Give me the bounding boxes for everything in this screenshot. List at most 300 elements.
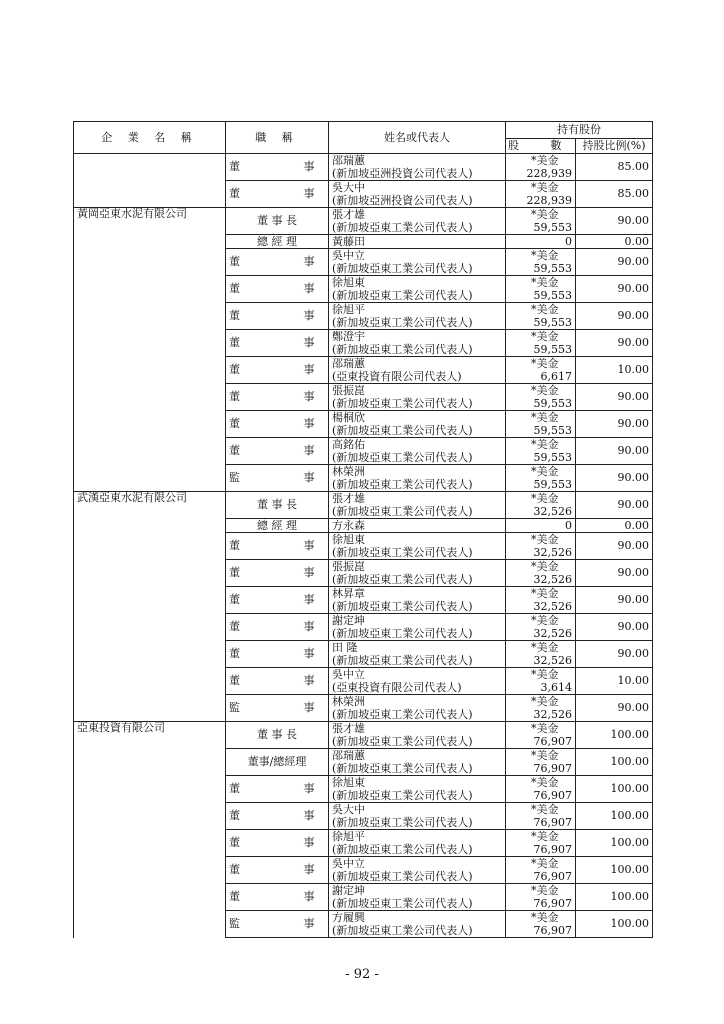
person-name: 吳中立	[332, 249, 365, 262]
person-name: 高銘佑	[332, 438, 365, 451]
ratio-cell: 90.00	[576, 276, 653, 303]
shares-value: 59,553	[533, 424, 572, 437]
representative-of: (新加坡亞東工業公司代表人)	[332, 573, 473, 586]
representative-cell	[329, 884, 506, 911]
company-cell	[74, 276, 226, 303]
title-text: 董事/總經理	[247, 755, 307, 768]
person-name: 楊桐欣	[332, 411, 365, 424]
table-row	[74, 276, 653, 303]
ratio-cell: 100.00	[576, 776, 653, 803]
company-cell	[74, 181, 226, 208]
title-cell	[226, 587, 345, 614]
title-cell	[226, 181, 345, 208]
company-cell	[74, 235, 226, 249]
shares-cell	[506, 357, 576, 384]
title-text: 監 事	[229, 701, 345, 714]
person-name: 吳中立	[332, 857, 365, 870]
table-row	[74, 560, 653, 587]
shares-value: 59,553	[533, 221, 572, 234]
representative-cell	[329, 830, 506, 857]
shares-cell	[506, 533, 576, 560]
shares-cell	[506, 181, 576, 208]
table-row	[74, 181, 653, 208]
table-row	[74, 830, 653, 857]
company-cell	[74, 641, 226, 668]
person-name: 謝定坤	[332, 614, 365, 627]
title-cell	[226, 857, 345, 884]
title-text: 董 事	[229, 782, 345, 795]
shares-value: 32,526	[533, 505, 572, 518]
table-row	[74, 884, 653, 911]
shares-value: 76,907	[533, 897, 572, 910]
company-cell	[74, 154, 226, 181]
currency-label: *美金	[531, 587, 559, 600]
title-text: 董 事	[229, 863, 345, 876]
currency-label: *美金	[531, 560, 559, 573]
shares-cell	[506, 776, 576, 803]
currency-label: *美金	[531, 668, 559, 681]
table-row	[74, 614, 653, 641]
currency-label: *美金	[531, 884, 559, 897]
shares-cell	[506, 438, 576, 465]
shares-cell	[506, 519, 576, 533]
shares-cell	[506, 749, 576, 776]
representative-cell	[329, 276, 506, 303]
title-cell	[226, 357, 345, 384]
company-cell: 黃岡亞東水泥有限公司	[74, 208, 226, 235]
title-cell	[226, 154, 345, 181]
person-name: 吳大中	[332, 803, 365, 816]
person-name: 邵瑞蕙	[332, 749, 365, 762]
company-cell	[74, 533, 226, 560]
representative-of: (新加坡亞洲投資公司代表人)	[332, 167, 473, 180]
representative-of: (新加坡亞洲投資公司代表人)	[332, 194, 473, 207]
table-row	[74, 911, 653, 938]
table-row	[74, 749, 653, 776]
title-text: 董 事	[229, 336, 345, 349]
title-text: 監 事	[229, 471, 345, 484]
representative-cell	[329, 776, 506, 803]
representative-of: (新加坡亞東工業公司代表人)	[332, 762, 473, 775]
currency-label: *美金	[531, 276, 559, 289]
representative-of: (新加坡亞東工業公司代表人)	[332, 600, 473, 613]
shares-value: 76,907	[533, 789, 572, 802]
ratio-cell: 90.00	[576, 208, 653, 235]
shares-cell	[506, 803, 576, 830]
title-text: 董 事	[229, 390, 345, 403]
shares-cell	[506, 830, 576, 857]
company-cell	[74, 303, 226, 330]
company-cell	[74, 884, 226, 911]
title-text: 董 事	[229, 160, 345, 173]
person-name: 張振崑	[332, 560, 365, 573]
representative-cell	[329, 695, 506, 722]
person-name: 徐旭平	[332, 830, 365, 843]
person-name: 張才雄	[332, 722, 365, 735]
table-row	[74, 154, 653, 181]
table-row	[74, 465, 653, 492]
shares-cell	[506, 303, 576, 330]
shares-value: 32,526	[533, 573, 572, 586]
currency-label: *美金	[531, 208, 559, 221]
representative-cell	[329, 857, 506, 884]
shares-value: 32,526	[533, 627, 572, 640]
person-name: 林榮洲	[332, 465, 365, 478]
representative-cell	[329, 519, 506, 533]
title-text: 董 事	[229, 620, 345, 633]
currency-label: *美金	[531, 249, 559, 262]
representative-of: (新加坡亞東工業公司代表人)	[332, 924, 473, 937]
title-cell	[226, 614, 345, 641]
shares-cell	[506, 641, 576, 668]
ratio-cell: 90.00	[576, 411, 653, 438]
title-text: 董 事	[229, 282, 345, 295]
currency-label: *美金	[531, 438, 559, 451]
ratio-cell: 90.00	[576, 384, 653, 411]
table-row	[74, 533, 653, 560]
shares-cell	[506, 154, 576, 181]
ratio-cell: 85.00	[576, 181, 653, 208]
ratio-cell: 0.00	[576, 519, 653, 533]
title-cell	[226, 911, 345, 938]
shares-value: 59,553	[533, 316, 572, 329]
table-row	[74, 235, 653, 249]
ratio-cell: 100.00	[576, 857, 653, 884]
table-row	[74, 357, 653, 384]
shares-value: 76,907	[533, 870, 572, 883]
shares-value: 32,526	[533, 708, 572, 721]
ratio-cell: 100.00	[576, 830, 653, 857]
title-text: 董 事	[229, 255, 345, 268]
shares-value: 59,553	[533, 397, 572, 410]
ratio-cell: 85.00	[576, 154, 653, 181]
person-name: 鄭澄宇	[332, 330, 365, 343]
title-cell	[226, 303, 345, 330]
table-row	[74, 857, 653, 884]
currency-label: *美金	[531, 330, 559, 343]
title-text: 總 經 理	[257, 234, 297, 248]
representative-of: (新加坡亞東工業公司代表人)	[332, 343, 473, 356]
representative-of: (新加坡亞東工業公司代表人)	[332, 789, 473, 802]
company-cell	[74, 384, 226, 411]
company-cell	[74, 614, 226, 641]
person-name: 黃藤田	[332, 235, 365, 248]
currency-label: *美金	[531, 803, 559, 816]
company-cell	[74, 438, 226, 465]
title-text: 董 事	[229, 363, 345, 376]
table-row	[74, 438, 653, 465]
shares-value: 59,553	[533, 451, 572, 464]
shares-value: 59,553	[533, 343, 572, 356]
company-cell	[74, 695, 226, 722]
title-cell	[226, 560, 345, 587]
currency-label: *美金	[531, 181, 559, 194]
title-cell	[226, 695, 345, 722]
company-cell	[74, 911, 226, 938]
currency-label: *美金	[531, 614, 559, 627]
person-name: 徐旭東	[332, 276, 365, 289]
person-name: 張振崑	[332, 384, 365, 397]
shares-cell	[506, 249, 576, 276]
shares-value: 59,553	[533, 478, 572, 491]
representative-of: (新加坡亞東工業公司代表人)	[332, 424, 473, 437]
shares-value: 32,526	[533, 600, 572, 613]
ratio-cell: 100.00	[576, 884, 653, 911]
table-row	[74, 384, 653, 411]
representative-cell	[329, 587, 506, 614]
shares-value: 76,907	[533, 924, 572, 937]
ratio-cell: 90.00	[576, 330, 653, 357]
title-cell	[226, 411, 345, 438]
ratio-cell: 90.00	[576, 303, 653, 330]
shares-cell	[506, 560, 576, 587]
person-name: 林昇章	[332, 587, 365, 600]
title-cell	[226, 208, 329, 235]
currency-label: *美金	[531, 384, 559, 397]
ratio-cell: 90.00	[576, 533, 653, 560]
person-name: 徐旭平	[332, 303, 365, 316]
shares-cell	[506, 722, 576, 749]
person-name: 邵瑞蕙	[332, 357, 365, 370]
title-cell	[226, 384, 345, 411]
title-text: 董 事	[229, 444, 345, 457]
shares-value: 59,553	[533, 262, 572, 275]
shares-value: 76,907	[533, 735, 572, 748]
representative-cell	[329, 803, 506, 830]
representative-cell	[329, 465, 506, 492]
company-cell	[74, 803, 226, 830]
title-text: 總 經 理	[257, 518, 297, 532]
company-cell	[74, 519, 226, 533]
currency-label: *美金	[531, 722, 559, 735]
company-cell	[74, 668, 226, 695]
person-name: 徐旭東	[332, 776, 365, 789]
ratio-cell: 0.00	[576, 235, 653, 249]
representative-cell	[329, 357, 506, 384]
table-row	[74, 492, 653, 519]
company-cell: 亞東投資有限公司	[74, 722, 226, 749]
table-row	[74, 303, 653, 330]
representative-cell	[329, 249, 506, 276]
person-name: 林榮洲	[332, 695, 365, 708]
shares-value: 59,553	[533, 289, 572, 302]
title-text: 董 事	[229, 539, 345, 552]
shares-cell	[506, 884, 576, 911]
shares-cell	[506, 208, 576, 235]
representative-of: (亞東投資有限公司代表人)	[332, 370, 462, 383]
ratio-cell: 90.00	[576, 641, 653, 668]
header-shares: 股 數	[506, 139, 576, 154]
title-cell	[226, 803, 345, 830]
title-cell	[226, 330, 345, 357]
title-cell	[226, 749, 329, 776]
table-row	[74, 776, 653, 803]
title-cell	[226, 249, 345, 276]
shares-cell	[506, 276, 576, 303]
title-cell	[226, 235, 329, 249]
title-text: 董 事	[229, 417, 345, 430]
shareholding-table	[73, 121, 653, 938]
shares-value: 0	[565, 235, 572, 248]
person-name: 謝定坤	[332, 884, 365, 897]
person-name: 邵瑞蕙	[332, 154, 365, 167]
shares-value: 228,939	[526, 194, 572, 207]
title-cell	[226, 830, 345, 857]
shares-value: 6,617	[540, 370, 572, 383]
representative-cell	[329, 235, 506, 249]
representative-of: (新加坡亞東工業公司代表人)	[332, 221, 473, 234]
shares-cell	[506, 384, 576, 411]
representative-cell	[329, 411, 506, 438]
table-row	[74, 641, 653, 668]
table-row	[74, 411, 653, 438]
shares-cell	[506, 411, 576, 438]
ratio-cell: 90.00	[576, 438, 653, 465]
table-row	[74, 249, 653, 276]
title-cell	[226, 776, 345, 803]
representative-cell	[329, 722, 506, 749]
shares-cell	[506, 465, 576, 492]
representative-cell	[329, 560, 506, 587]
person-name: 方履興	[332, 911, 365, 924]
shares-cell	[506, 330, 576, 357]
representative-cell	[329, 154, 506, 181]
shares-value: 0	[565, 519, 572, 532]
title-cell	[226, 519, 329, 533]
representative-cell	[329, 438, 506, 465]
person-name: 吳大中	[332, 181, 365, 194]
ratio-cell: 100.00	[576, 749, 653, 776]
title-text: 董 事	[229, 187, 345, 200]
person-name: 吳中立	[332, 668, 365, 681]
person-name: 方永森	[332, 519, 365, 532]
shares-value: 3,614	[540, 681, 572, 694]
representative-cell	[329, 749, 506, 776]
representative-of: (新加坡亞東工業公司代表人)	[332, 897, 473, 910]
title-cell	[226, 668, 345, 695]
title-cell	[226, 722, 329, 749]
currency-label: *美金	[531, 357, 559, 370]
currency-label: *美金	[531, 154, 559, 167]
person-name: 徐旭東	[332, 533, 365, 546]
currency-label: *美金	[531, 492, 559, 505]
representative-of: (亞東投資有限公司代表人)	[332, 681, 462, 694]
representative-cell	[329, 208, 506, 235]
company-cell	[74, 249, 226, 276]
ratio-cell: 100.00	[576, 722, 653, 749]
header-company: 企 業 名 稱	[74, 122, 226, 154]
title-cell	[226, 276, 345, 303]
representative-of: (新加坡亞東工業公司代表人)	[332, 735, 473, 748]
representative-of: (新加坡亞東工業公司代表人)	[332, 451, 473, 464]
representative-of: (新加坡亞東工業公司代表人)	[332, 397, 473, 410]
company-cell	[74, 830, 226, 857]
ratio-cell: 90.00	[576, 587, 653, 614]
representative-of: (新加坡亞東工業公司代表人)	[332, 478, 473, 491]
currency-label: *美金	[531, 830, 559, 843]
representative-of: (新加坡亞東工業公司代表人)	[332, 708, 473, 721]
company-cell	[74, 857, 226, 884]
ratio-cell: 90.00	[576, 492, 653, 519]
representative-of: (新加坡亞東工業公司代表人)	[332, 316, 473, 329]
representative-cell	[329, 303, 506, 330]
header-ratio: 持股比例(%)	[576, 139, 653, 154]
representative-cell	[329, 533, 506, 560]
currency-label: *美金	[531, 641, 559, 654]
representative-of: (新加坡亞東工業公司代表人)	[332, 546, 473, 559]
title-cell	[226, 533, 345, 560]
ratio-cell: 90.00	[576, 695, 653, 722]
shares-value: 32,526	[533, 654, 572, 667]
currency-label: *美金	[531, 303, 559, 316]
company-cell	[74, 776, 226, 803]
ratio-cell: 90.00	[576, 614, 653, 641]
company-cell: 武漢亞東水泥有限公司	[74, 492, 226, 519]
title-cell	[226, 492, 329, 519]
ratio-cell: 10.00	[576, 668, 653, 695]
title-text: 董 事	[229, 836, 345, 849]
currency-label: *美金	[531, 465, 559, 478]
currency-label: *美金	[531, 857, 559, 870]
company-cell	[74, 587, 226, 614]
representative-of: (新加坡亞東工業公司代表人)	[332, 843, 473, 856]
table-row	[74, 668, 653, 695]
table-body	[74, 154, 653, 938]
company-cell	[74, 357, 226, 384]
currency-label: *美金	[531, 911, 559, 924]
title-text: 董 事	[229, 674, 345, 687]
shares-cell	[506, 587, 576, 614]
table-row	[74, 722, 653, 749]
table-row	[74, 695, 653, 722]
header-name: 姓名或代表人	[329, 122, 506, 154]
table-row	[74, 208, 653, 235]
shares-cell	[506, 857, 576, 884]
person-name: 田 隆	[332, 641, 358, 654]
currency-label: *美金	[531, 695, 559, 708]
page-number: - 92 -	[345, 967, 379, 982]
ratio-cell: 100.00	[576, 911, 653, 938]
shares-value: 76,907	[533, 843, 572, 856]
shares-cell	[506, 668, 576, 695]
currency-label: *美金	[531, 749, 559, 762]
table-row	[74, 803, 653, 830]
representative-cell	[329, 330, 506, 357]
title-cell	[226, 438, 345, 465]
header-holding: 持有股份	[506, 122, 653, 139]
title-cell	[226, 465, 345, 492]
shares-cell	[506, 911, 576, 938]
shares-value: 228,939	[526, 167, 572, 180]
representative-cell	[329, 384, 506, 411]
representative-cell	[329, 641, 506, 668]
shares-cell	[506, 235, 576, 249]
table-row	[74, 330, 653, 357]
currency-label: *美金	[531, 533, 559, 546]
company-cell	[74, 465, 226, 492]
title-text: 董 事	[229, 566, 345, 579]
header-title: 職 稱	[226, 122, 329, 154]
title-text: 董 事	[229, 809, 345, 822]
title-text: 董 事 長	[257, 214, 297, 227]
company-cell	[74, 330, 226, 357]
title-text: 董 事	[229, 593, 345, 606]
table-row	[74, 519, 653, 533]
representative-cell	[329, 911, 506, 938]
ratio-cell: 90.00	[576, 465, 653, 492]
company-cell	[74, 749, 226, 776]
shares-value: 32,526	[533, 546, 572, 559]
